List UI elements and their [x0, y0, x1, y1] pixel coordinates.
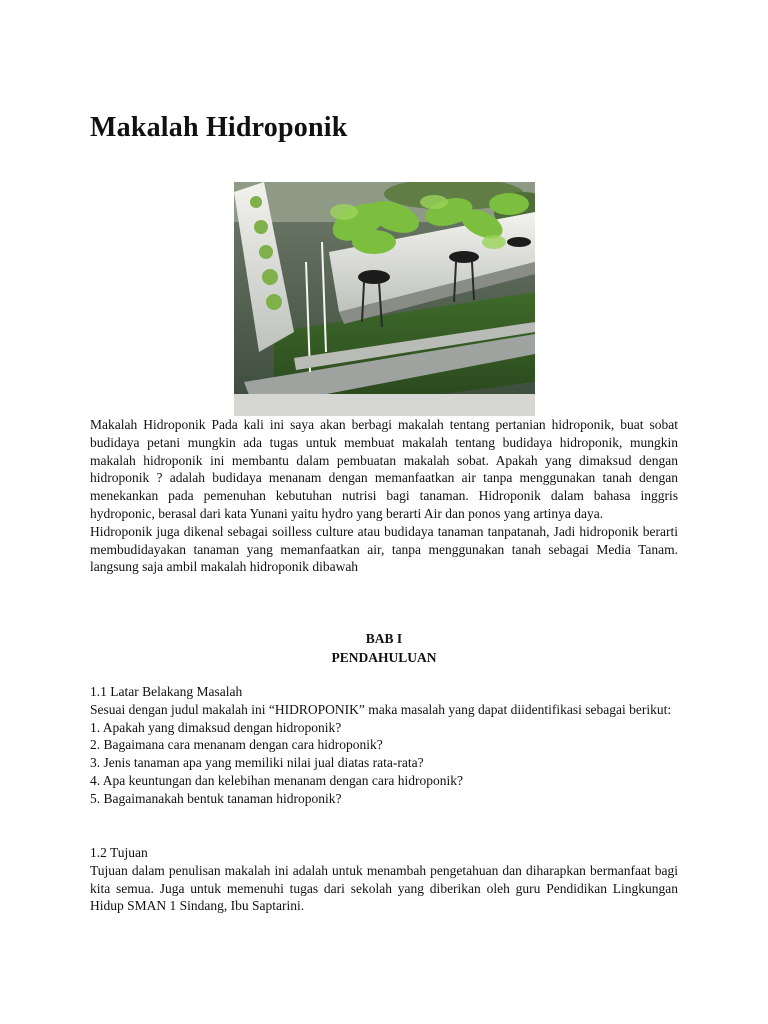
list-item: 3. Jenis tanaman apa yang memiliki nilai jual diatas rata-rata?: [90, 755, 424, 771]
section-intro: Sesuai dengan judul makalah ini “HIDROPONIK” maka masalah yang dapat diidentifikasi sebagai berikut:: [90, 701, 672, 717]
section-heading: 1.1 Latar Belakang Masalah: [90, 684, 243, 699]
list-item: 4. Apa keuntungan dan kelebihan menanam dengan cara hidroponik?: [90, 772, 463, 788]
section-body: Tujuan dalam penulisan makalah ini adalah untuk menambah pengetahuan dan diharapkan bermanfaat bagi kita semua. Juga untuk memenuhi tugas dari sekolah yang diberikan oleh guru Pendidikan Lingkungan Hidup SMAN 1 Sindang, Ibu Saptarini.: [90, 862, 678, 914]
chapter-number: BAB I: [365, 631, 403, 646]
document-title: Makalah Hidroponik: [90, 112, 348, 143]
section-1-2: [90, 844, 678, 915]
intro-paragraph-2: Hidroponik juga dikenal sebagai soilless culture atau budidaya tanaman tanpatanah, Jadi hidroponik berarti membudidayakan tanaman yang memanfaatkan air, tanpa menggunakan tanah sebagai Media Tanam. langsung saja ambil makalah hidroponik dibawah: [90, 523, 678, 575]
list-item: 2. Bagaimana cara menanam dengan cara hidroponik?: [90, 737, 383, 753]
intro-paragraph-1: Makalah Hidroponik Pada kali ini saya akan berbagi makalah tentang pertanian hidroponik, buat sobat budidaya petani mungkin ada tugas untuk membuat makalah tentang budidaya hidroponik, mungkin makalah hidroponik ini membantu dalam pembuatan makalah sobat. Apakah yang dimaksud dengan hidroponik ? adalah budidaya menanam dengan memanfaatkan air tanpa menggunakan tanah dengan menekankan pada pemenuhan kebutuhan nutrisi bagi tanaman. Hidroponik dalam bahasa inggris hydroponic, berasal dari kata Yunani yaitu hydro yang berarti Air dan ponos yang artinya daya.: [90, 417, 678, 521]
chapter-title: PENDAHULUAN: [331, 650, 437, 665]
section-1-1: [90, 683, 678, 808]
section-heading: 1.2 Tujuan: [90, 845, 148, 860]
hydroponic-photo: [234, 182, 535, 416]
intro-section: [90, 416, 678, 576]
list-item: 1. Apakah yang dimaksud dengan hidroponik?: [90, 719, 342, 735]
list-item: 5. Bagaimanakah bentuk tanaman hidroponik?: [90, 790, 342, 806]
